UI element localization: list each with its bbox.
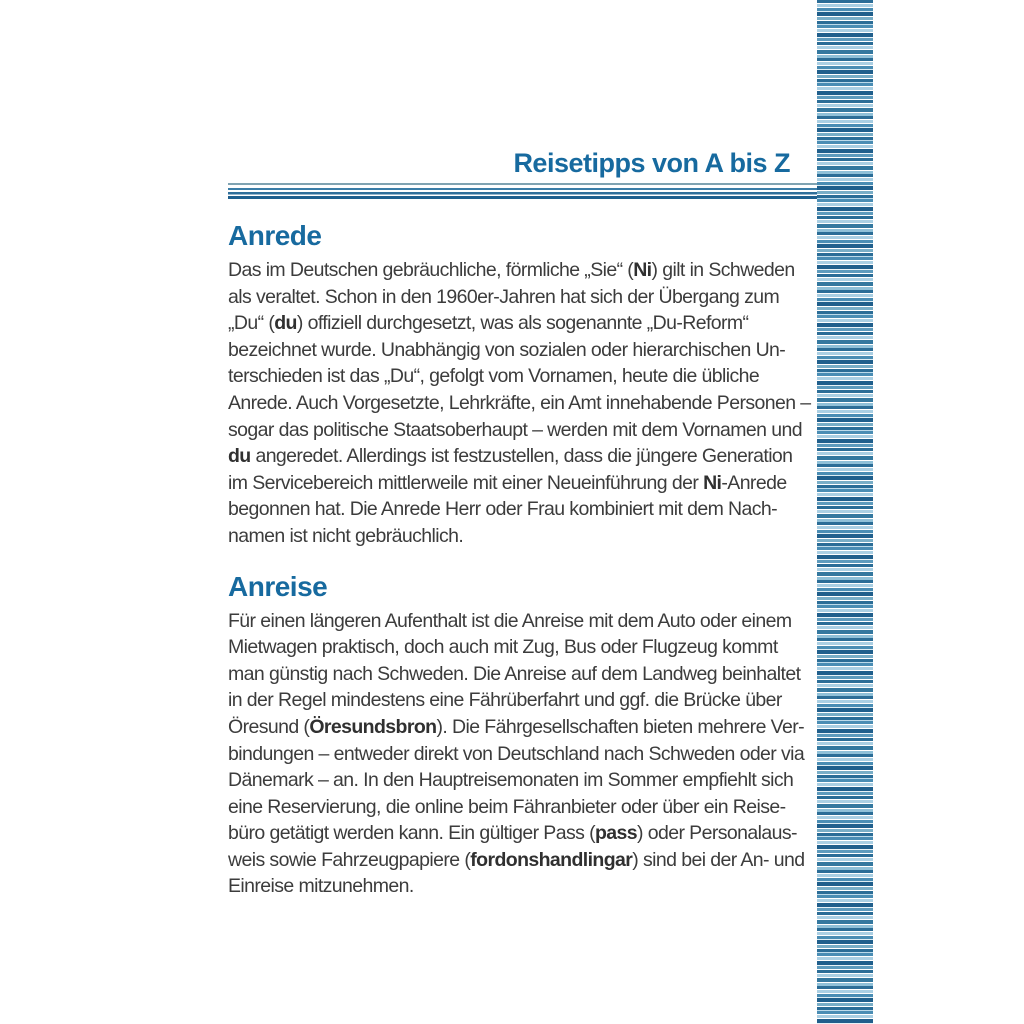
section-heading: Anreise bbox=[228, 570, 328, 602]
text-line: begonnen hat. Die Anrede Herr oder Frau kombiniert mit dem Nach- bbox=[228, 498, 778, 521]
text-line: „Du“ (du) offiziell durchgesetzt, was als sogenannte „Du-Reform“ bbox=[228, 312, 749, 335]
text-line: im Servicebereich mittlerweile mit einer Neueinführung der Ni-Anrede bbox=[228, 471, 787, 494]
text-line: terschieden ist das „Du“, gefolgt vom Vornamen, heute die übliche bbox=[228, 365, 760, 388]
text-line: Anrede. Auch Vorgesetzte, Lehrkräfte, ein Amt innehabende Personen – bbox=[228, 391, 811, 414]
text-line: bezeichnet wurde. Unabhängig von sozialen oder hierarchischen Un- bbox=[228, 338, 786, 361]
text-line: Einreise mitzunehmen. bbox=[228, 875, 414, 898]
text-line: man günstig nach Schweden. Die Anreise auf dem Landweg beinhaltet bbox=[228, 662, 801, 685]
text-line: Mietwagen praktisch, doch auch mit Zug, Bus oder Flugzeug kommt bbox=[228, 636, 778, 659]
text-line: Für einen längeren Aufenthalt ist die Anreise mit dem Auto oder einem bbox=[228, 609, 792, 632]
text-line: büro getätigt werden kann. Ein gültiger Pass (pass) oder Personalaus- bbox=[228, 822, 797, 845]
section-body bbox=[228, 608, 805, 901]
text-line: du angeredet. Allerdings ist festzustellen, dass die jüngere Generation bbox=[228, 445, 793, 468]
text-line: als veraltet. Schon in den 1960er-Jahren hat sich der Übergang zum bbox=[228, 285, 780, 308]
section-heading: Anrede bbox=[228, 220, 322, 251]
text-line: bindungen – entweder direkt von Deutschland nach Schweden oder via bbox=[228, 742, 805, 765]
section-body bbox=[228, 257, 811, 550]
text-line: sogar das politische Staatsoberhaupt – werden mit dem Vornamen und bbox=[228, 418, 802, 441]
text-line: weis sowie Fahrzeugpapiere (fordonshandlingar) sind bei der An- und bbox=[228, 848, 805, 871]
text-line: Dänemark – an. In den Hauptreisemonaten im Sommer empfiehlt sich bbox=[228, 769, 794, 792]
page-content bbox=[228, 146, 811, 900]
page-header-title: Reisetipps von A bis Z bbox=[513, 148, 790, 178]
text-line: in der Regel mindestens eine Fährüberfahrt und ggf. die Brücke über bbox=[228, 689, 782, 712]
text-line: Das im Deutschen gebräuchliche, förmliche „Sie“ (Ni) gilt in Schweden bbox=[228, 259, 795, 281]
header-rule bbox=[228, 183, 817, 199]
text-line: eine Reservierung, die online beim Fähranbieter oder über ein Reise- bbox=[228, 795, 786, 818]
text-line: Öresund (Öresundsbron). Die Fährgesellschaften bieten mehrere Ver- bbox=[228, 715, 804, 738]
sections bbox=[228, 220, 811, 900]
section-anrede bbox=[228, 220, 811, 550]
section-anreise bbox=[228, 570, 805, 901]
text-line: namen ist nicht gebräuchlich. bbox=[228, 524, 464, 547]
page-edge-stripes-decoration bbox=[817, 0, 873, 1024]
